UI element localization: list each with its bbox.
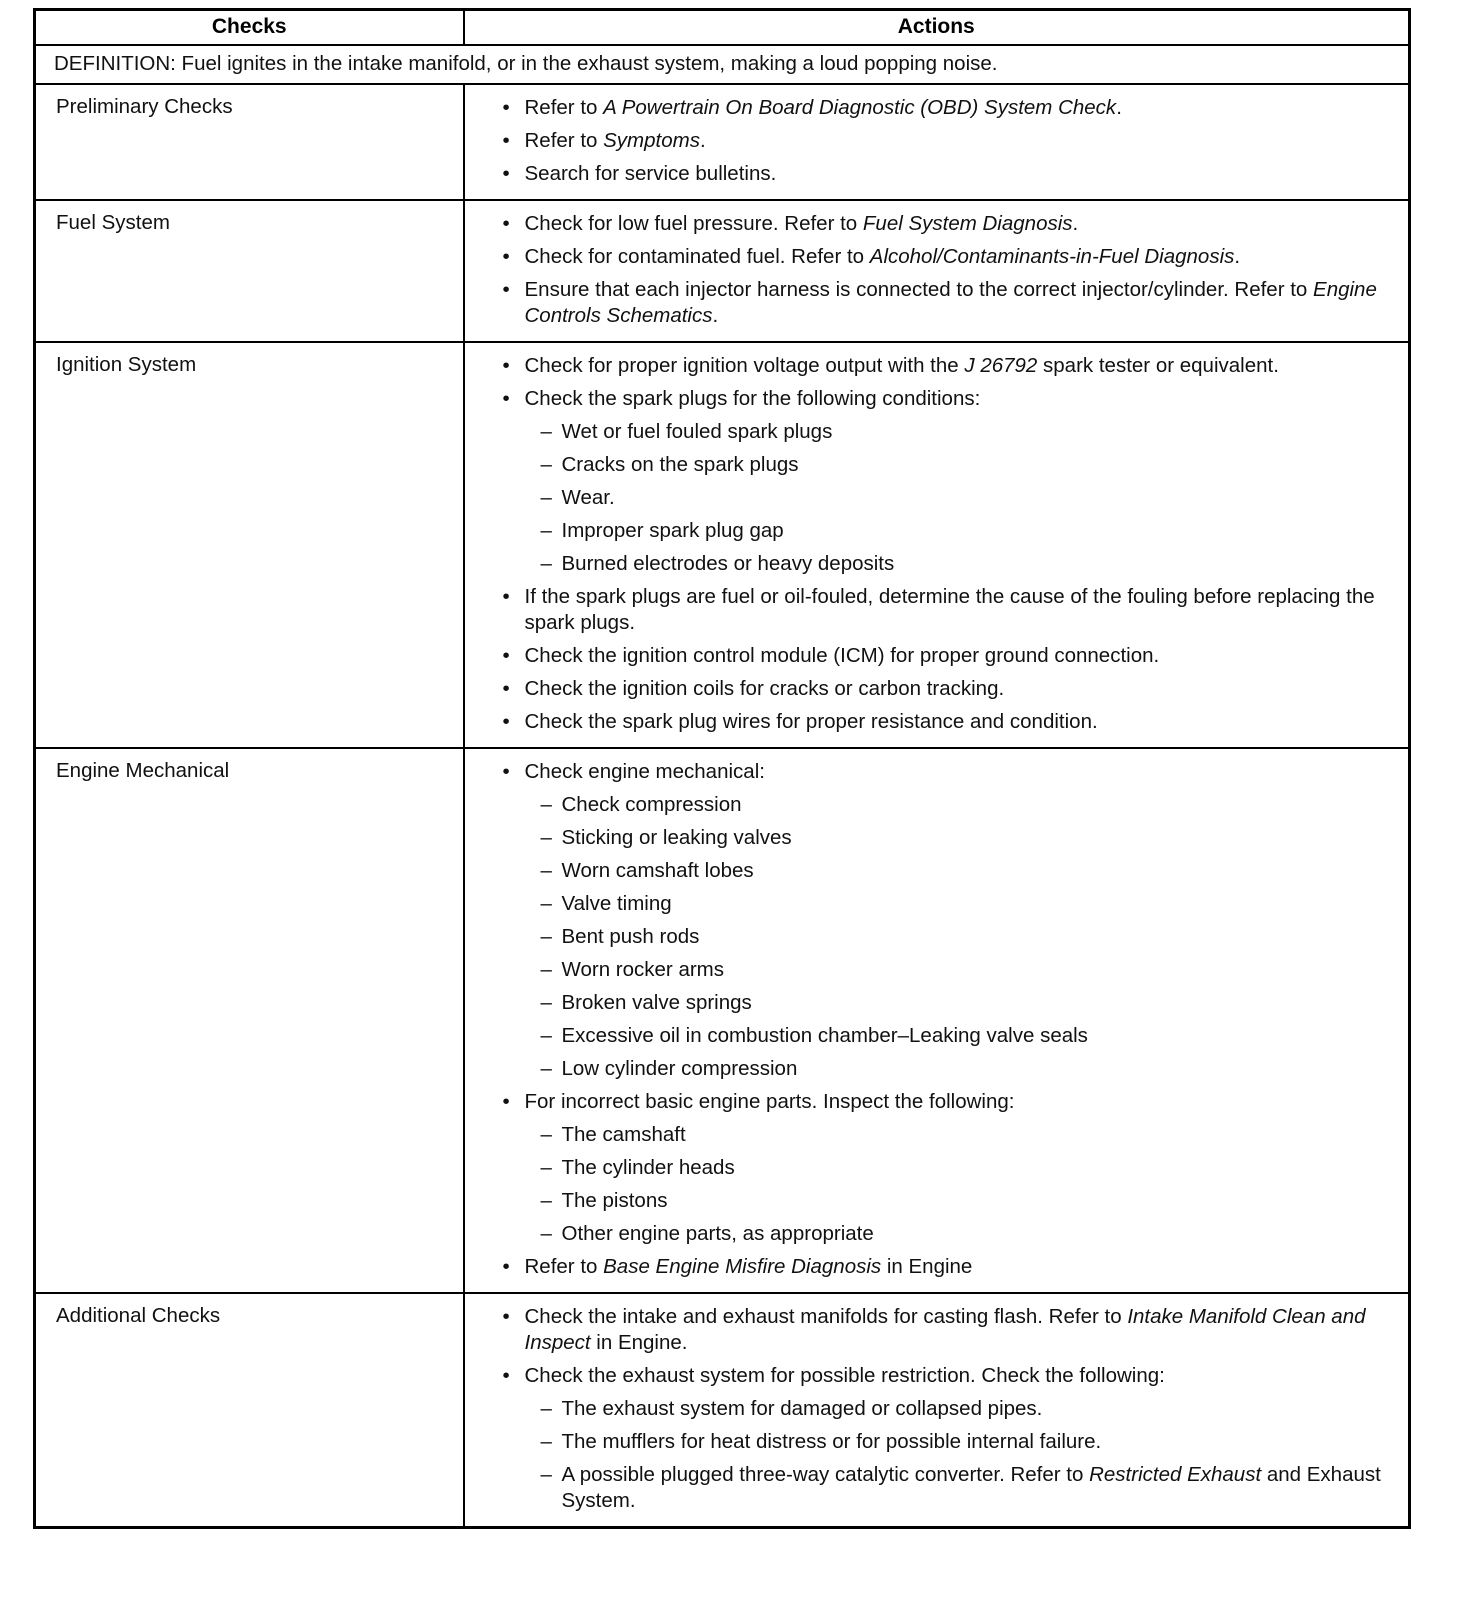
action-item	[465, 211, 1395, 237]
action-subitem	[465, 891, 1395, 917]
dash-marker: –	[540, 792, 552, 816]
dash-marker: –	[540, 1155, 552, 1179]
action-text: Low cylinder compression	[561, 1056, 798, 1080]
table-row	[35, 342, 1410, 748]
action-item	[465, 128, 1395, 154]
action-item	[465, 161, 1395, 187]
bullet-marker: •	[502, 1304, 510, 1328]
action-text: Sticking or leaking valves	[561, 825, 792, 849]
definition-text: DEFINITION: Fuel ignites in the intake manifold, or in the exhaust system, making a loud popping noise.	[35, 45, 1410, 84]
action-subitem	[465, 419, 1395, 445]
action-text: Check the ignition control module (ICM) for proper ground connection.	[524, 643, 1160, 667]
action-subitem	[465, 825, 1395, 851]
check-label: Engine Mechanical	[35, 748, 464, 1293]
action-text: Check the spark plug wires for proper resistance and condition.	[524, 709, 1098, 733]
table-body	[35, 45, 1410, 1527]
action-item	[465, 1254, 1395, 1280]
action-text: Wet or fuel fouled spark plugs	[561, 419, 833, 443]
action-subitem	[465, 1396, 1395, 1422]
header-row	[35, 10, 1410, 46]
action-subitem	[465, 518, 1395, 544]
dash-marker: –	[540, 858, 552, 882]
diagnostic-table	[33, 8, 1411, 1529]
action-subitem	[465, 1155, 1395, 1181]
dash-marker: –	[540, 518, 552, 542]
action-text: Ensure that each injector harness is connected to the correct injector/cylinder. Refer to Engine Controls Schematics.	[524, 277, 1377, 327]
action-text: Check for low fuel pressure. Refer to Fuel System Diagnosis.	[524, 211, 1079, 235]
action-text: The camshaft	[561, 1122, 686, 1146]
action-subitem	[465, 924, 1395, 950]
action-text: The mufflers for heat distress or for possible internal failure.	[561, 1429, 1102, 1453]
action-text: For incorrect basic engine parts. Inspect the following:	[524, 1089, 1015, 1113]
action-text: Check compression	[561, 792, 742, 816]
dash-marker: –	[540, 1429, 552, 1453]
table-row	[35, 84, 1410, 200]
action-text: A possible plugged three-way catalytic converter. Refer to Restricted Exhaust and Exhaust System.	[561, 1462, 1381, 1512]
dash-marker: –	[540, 825, 552, 849]
action-subitem	[465, 452, 1395, 478]
action-item	[465, 759, 1395, 785]
action-text: Check for proper ignition voltage output with the J 26792 spark tester or equivalent.	[524, 353, 1279, 377]
check-label: Additional Checks	[35, 1293, 464, 1528]
action-subitem	[465, 792, 1395, 818]
dash-marker: –	[540, 1188, 552, 1212]
bullet-marker: •	[502, 353, 510, 377]
action-text: Check engine mechanical:	[524, 759, 765, 783]
action-subitem	[465, 1462, 1395, 1514]
action-subitem	[465, 1188, 1395, 1214]
action-text: Improper spark plug gap	[561, 518, 784, 542]
action-item	[465, 386, 1395, 412]
dash-marker: –	[540, 990, 552, 1014]
table-header	[35, 10, 1410, 46]
action-text: Broken valve springs	[561, 990, 752, 1014]
action-text: The pistons	[561, 1188, 668, 1212]
bullet-marker: •	[502, 676, 510, 700]
dash-marker: –	[540, 924, 552, 948]
action-item	[465, 643, 1395, 669]
table-row	[35, 748, 1410, 1293]
dash-marker: –	[540, 452, 552, 476]
action-text: Check the intake and exhaust manifolds for casting flash. Refer to Intake Manifold Clean and Inspect in Engine.	[524, 1304, 1366, 1354]
dash-marker: –	[540, 1056, 552, 1080]
actions-cell	[464, 84, 1410, 200]
bullet-marker: •	[502, 128, 510, 152]
dash-marker: –	[540, 551, 552, 575]
dash-marker: –	[540, 1122, 552, 1146]
table-row	[35, 200, 1410, 342]
bullet-marker: •	[502, 584, 510, 608]
action-text: Wear.	[561, 485, 615, 509]
action-subitem	[465, 485, 1395, 511]
action-item	[465, 353, 1395, 379]
action-subitem	[465, 1429, 1395, 1455]
check-label: Fuel System	[35, 200, 464, 342]
action-text: Check the spark plugs for the following conditions:	[524, 386, 981, 410]
action-text: Other engine parts, as appropriate	[561, 1221, 874, 1245]
checks-column-header: Checks	[35, 10, 464, 46]
action-subitem	[465, 1221, 1395, 1247]
action-subitem	[465, 551, 1395, 577]
action-text: The cylinder heads	[561, 1155, 735, 1179]
action-text: If the spark plugs are fuel or oil-fouled, determine the cause of the fouling before replacing the spark plugs.	[524, 584, 1375, 634]
dash-marker: –	[540, 485, 552, 509]
bullet-marker: •	[502, 244, 510, 268]
bullet-marker: •	[502, 95, 510, 119]
action-text: Refer to Symptoms.	[524, 128, 706, 152]
dash-marker: –	[540, 957, 552, 981]
action-item	[465, 709, 1395, 735]
action-text: Refer to A Powertrain On Board Diagnostic (OBD) System Check.	[524, 95, 1122, 119]
table-row	[35, 1293, 1410, 1528]
action-text: Search for service bulletins.	[524, 161, 777, 185]
action-item	[465, 277, 1395, 329]
action-item	[465, 584, 1395, 636]
bullet-marker: •	[502, 709, 510, 733]
dash-marker: –	[540, 1396, 552, 1420]
action-text: Excessive oil in combustion chamber–Leaking valve seals	[561, 1023, 1088, 1047]
action-text: Cracks on the spark plugs	[561, 452, 799, 476]
dash-marker: –	[540, 1221, 552, 1245]
actions-cell	[464, 342, 1410, 748]
dash-marker: –	[540, 891, 552, 915]
actions-cell	[464, 200, 1410, 342]
action-text: Check for contaminated fuel. Refer to Alcohol/Contaminants-in-Fuel Diagnosis.	[524, 244, 1241, 268]
bullet-marker: •	[502, 1089, 510, 1113]
action-text: Bent push rods	[561, 924, 700, 948]
bullet-marker: •	[502, 1363, 510, 1387]
actions-column-header: Actions	[464, 10, 1410, 46]
definition-row	[35, 45, 1410, 84]
action-item	[465, 1304, 1395, 1356]
bullet-marker: •	[502, 386, 510, 410]
action-subitem	[465, 1056, 1395, 1082]
actions-cell	[464, 1293, 1410, 1528]
actions-cell	[464, 748, 1410, 1293]
action-item	[465, 244, 1395, 270]
action-text: Refer to Base Engine Misfire Diagnosis in Engine	[524, 1254, 973, 1278]
bullet-marker: •	[502, 759, 510, 783]
action-subitem	[465, 1023, 1395, 1049]
action-text: Check the exhaust system for possible restriction. Check the following:	[524, 1363, 1165, 1387]
dash-marker: –	[540, 1462, 552, 1486]
action-subitem	[465, 1122, 1395, 1148]
action-text: Valve timing	[561, 891, 672, 915]
bullet-marker: •	[502, 1254, 510, 1278]
action-item	[465, 676, 1395, 702]
action-item	[465, 1089, 1395, 1115]
check-label: Ignition System	[35, 342, 464, 748]
bullet-marker: •	[502, 211, 510, 235]
action-item	[465, 1363, 1395, 1389]
action-text: Worn camshaft lobes	[561, 858, 754, 882]
action-subitem	[465, 957, 1395, 983]
action-item	[465, 95, 1395, 121]
bullet-marker: •	[502, 277, 510, 301]
dash-marker: –	[540, 419, 552, 443]
action-text: The exhaust system for damaged or collapsed pipes.	[561, 1396, 1043, 1420]
action-text: Burned electrodes or heavy deposits	[561, 551, 895, 575]
bullet-marker: •	[502, 161, 510, 185]
action-text: Check the ignition coils for cracks or carbon tracking.	[524, 676, 1005, 700]
check-label: Preliminary Checks	[35, 84, 464, 200]
dash-marker: –	[540, 1023, 552, 1047]
action-subitem	[465, 858, 1395, 884]
bullet-marker: •	[502, 643, 510, 667]
action-subitem	[465, 990, 1395, 1016]
action-text: Worn rocker arms	[561, 957, 725, 981]
